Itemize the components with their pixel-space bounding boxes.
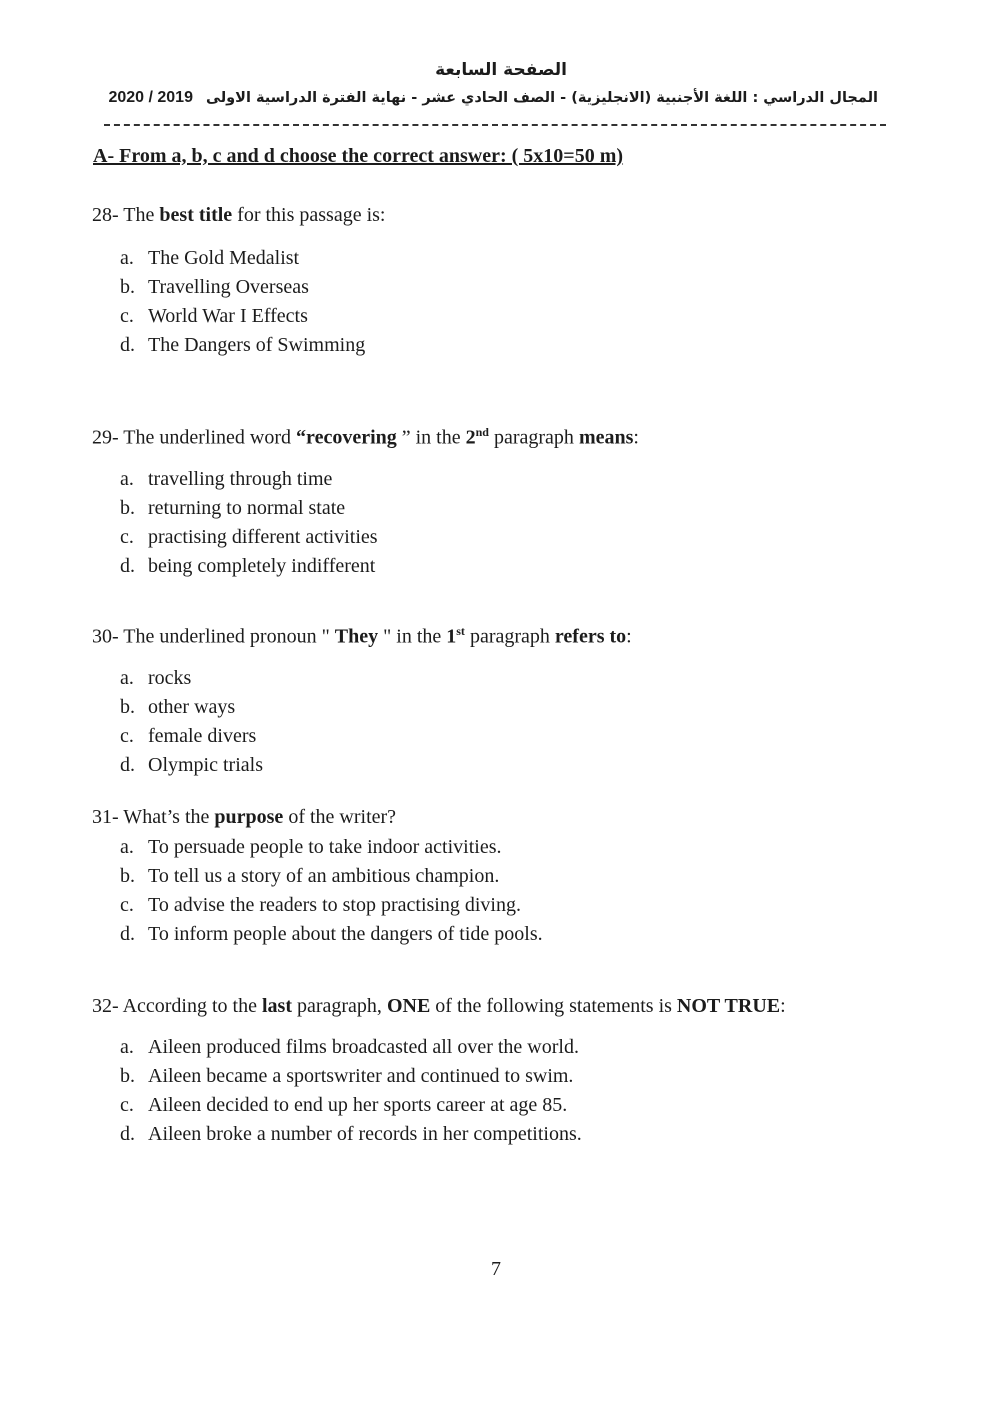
stem-bold: means — [578, 426, 634, 449]
header-divider — [104, 124, 886, 126]
option-text: Aileen decided to end up her sports career at age 85. — [148, 1094, 568, 1116]
question-stem — [92, 994, 786, 1018]
stem-text: " in the — [378, 625, 447, 648]
option-a[interactable] — [92, 664, 632, 693]
stem-bold: They — [334, 625, 379, 648]
stem-text: The underlined word — [118, 426, 297, 449]
option-text: Aileen became a sportswriter and continued to swim. — [148, 1065, 574, 1087]
option-text: returning to normal state — [148, 496, 346, 519]
option-letter: b. — [120, 695, 135, 718]
stem-text: of the following statements is — [430, 995, 677, 1017]
stem-bold: best title — [159, 204, 233, 226]
option-c[interactable] — [92, 891, 521, 920]
option-letter: d. — [120, 753, 135, 776]
stem-text: According to the — [118, 995, 262, 1017]
stem-text: paragraph, — [291, 995, 387, 1017]
option-d[interactable] — [92, 1120, 786, 1149]
subject-line: المجال الدراسي : اللغة الأجنبية (الانجليزية) - الصف الحادي عشر - نهاية الفترة الدراسية الاولى — [206, 90, 878, 106]
question-stem — [92, 805, 396, 829]
page-number: 7 — [491, 1258, 501, 1280]
option-text: The Gold Medalist — [148, 247, 300, 269]
question-29 — [92, 420, 639, 581]
option-letter: b. — [120, 865, 135, 887]
stem-text: The — [118, 204, 160, 226]
option-text: other ways — [148, 695, 236, 718]
stem-text: The underlined pronoun " — [118, 625, 335, 648]
stem-text: : — [626, 625, 632, 648]
option-letter: d. — [120, 923, 135, 945]
option-text: The Dangers of Swimming — [148, 334, 366, 356]
option-text: being completely indifferent — [148, 554, 376, 577]
option-b[interactable] — [92, 862, 500, 891]
stem-bold: 1 — [446, 625, 457, 648]
option-text: To advise the readers to stop practising diving. — [148, 894, 521, 916]
stem-text: paragraph — [488, 426, 579, 449]
option-d[interactable] — [92, 331, 385, 360]
section-title: A- From a, b, c and d choose the correct answer: ( 5x10=50 m) — [93, 145, 624, 167]
stem-bold: ONE — [386, 995, 431, 1017]
option-text: Travelling Overseas — [148, 276, 309, 298]
option-letter: c. — [120, 525, 134, 548]
stem-bold: last — [261, 995, 292, 1017]
option-letter: d. — [120, 1123, 135, 1145]
option-b[interactable] — [92, 273, 385, 302]
option-letter: b. — [120, 496, 135, 519]
option-b[interactable] — [92, 1062, 786, 1091]
option-a[interactable] — [92, 465, 639, 494]
question-number: 28- — [92, 204, 119, 226]
option-c[interactable] — [92, 302, 385, 331]
option-letter: c. — [120, 724, 134, 747]
option-letter: d. — [120, 554, 135, 577]
option-d[interactable] — [92, 552, 639, 581]
option-text: To tell us a story of an ambitious champion. — [148, 865, 500, 887]
academic-year: 2020 / 2019 — [108, 89, 193, 106]
question-32 — [92, 994, 786, 1149]
stem-superscript: st — [456, 624, 465, 638]
option-letter: a. — [120, 247, 134, 269]
stem-bold: purpose — [214, 806, 284, 828]
question-number: 29- — [92, 426, 119, 449]
question-stem — [92, 203, 385, 227]
question-31 — [92, 805, 543, 949]
question-30 — [92, 619, 632, 780]
page-label-arabic: الصفحة السابعة — [435, 60, 567, 80]
option-text: female divers — [148, 724, 257, 747]
question-number: 32- — [92, 995, 119, 1017]
stem-text: ” in the — [396, 426, 466, 449]
option-c[interactable] — [92, 523, 639, 552]
options-list — [92, 1033, 786, 1149]
options-list — [92, 833, 543, 949]
question-stem — [92, 619, 632, 649]
option-text: World War I Effects — [148, 305, 308, 327]
option-text: Aileen broke a number of records in her competitions. — [148, 1123, 582, 1145]
stem-text: of the writer? — [283, 806, 397, 828]
option-text: rocks — [148, 666, 192, 689]
stem-text: : — [633, 426, 639, 449]
option-b[interactable] — [92, 693, 632, 722]
option-d[interactable] — [92, 751, 632, 780]
question-number: 30- — [92, 625, 119, 648]
stem-text: paragraph — [464, 625, 555, 648]
option-a[interactable] — [92, 1033, 786, 1062]
stem-text: : — [780, 995, 786, 1017]
option-letter: a. — [120, 467, 134, 490]
option-letter: c. — [120, 894, 134, 916]
option-a[interactable] — [92, 244, 385, 273]
options-list — [92, 465, 639, 581]
stem-bold: “recovering — [296, 426, 397, 449]
option-a[interactable] — [92, 833, 502, 862]
option-text: Olympic trials — [148, 753, 263, 776]
option-d[interactable] — [92, 920, 543, 949]
option-letter: a. — [120, 666, 134, 689]
option-c[interactable] — [92, 1091, 786, 1120]
option-text: To inform people about the dangers of tide pools. — [148, 923, 543, 945]
option-text: To persuade people to take indoor activities. — [148, 836, 502, 858]
question-28 — [92, 203, 385, 360]
options-list — [92, 664, 632, 780]
option-letter: b. — [120, 1065, 135, 1087]
option-text: practising different activities — [148, 525, 378, 548]
option-text: travelling through time — [148, 467, 333, 490]
option-letter: a. — [120, 1036, 134, 1058]
subject-header — [108, 89, 878, 107]
stem-text: for this passage is: — [232, 204, 386, 226]
option-letter: c. — [120, 305, 134, 327]
option-letter: c. — [120, 1094, 134, 1116]
option-b[interactable] — [92, 494, 639, 523]
question-stem — [92, 420, 639, 450]
stem-bold: NOT TRUE — [676, 995, 781, 1017]
stem-bold: 2 — [465, 426, 476, 449]
stem-superscript: nd — [475, 425, 489, 439]
option-letter: b. — [120, 276, 135, 298]
option-text: Aileen produced films broadcasted all over the world. — [148, 1036, 579, 1058]
options-list — [92, 244, 385, 360]
option-c[interactable] — [92, 722, 632, 751]
option-letter: a. — [120, 836, 134, 858]
stem-text: What’s the — [118, 806, 215, 828]
stem-bold: refers to — [554, 625, 627, 648]
question-number: 31- — [92, 806, 119, 828]
option-letter: d. — [120, 334, 135, 356]
